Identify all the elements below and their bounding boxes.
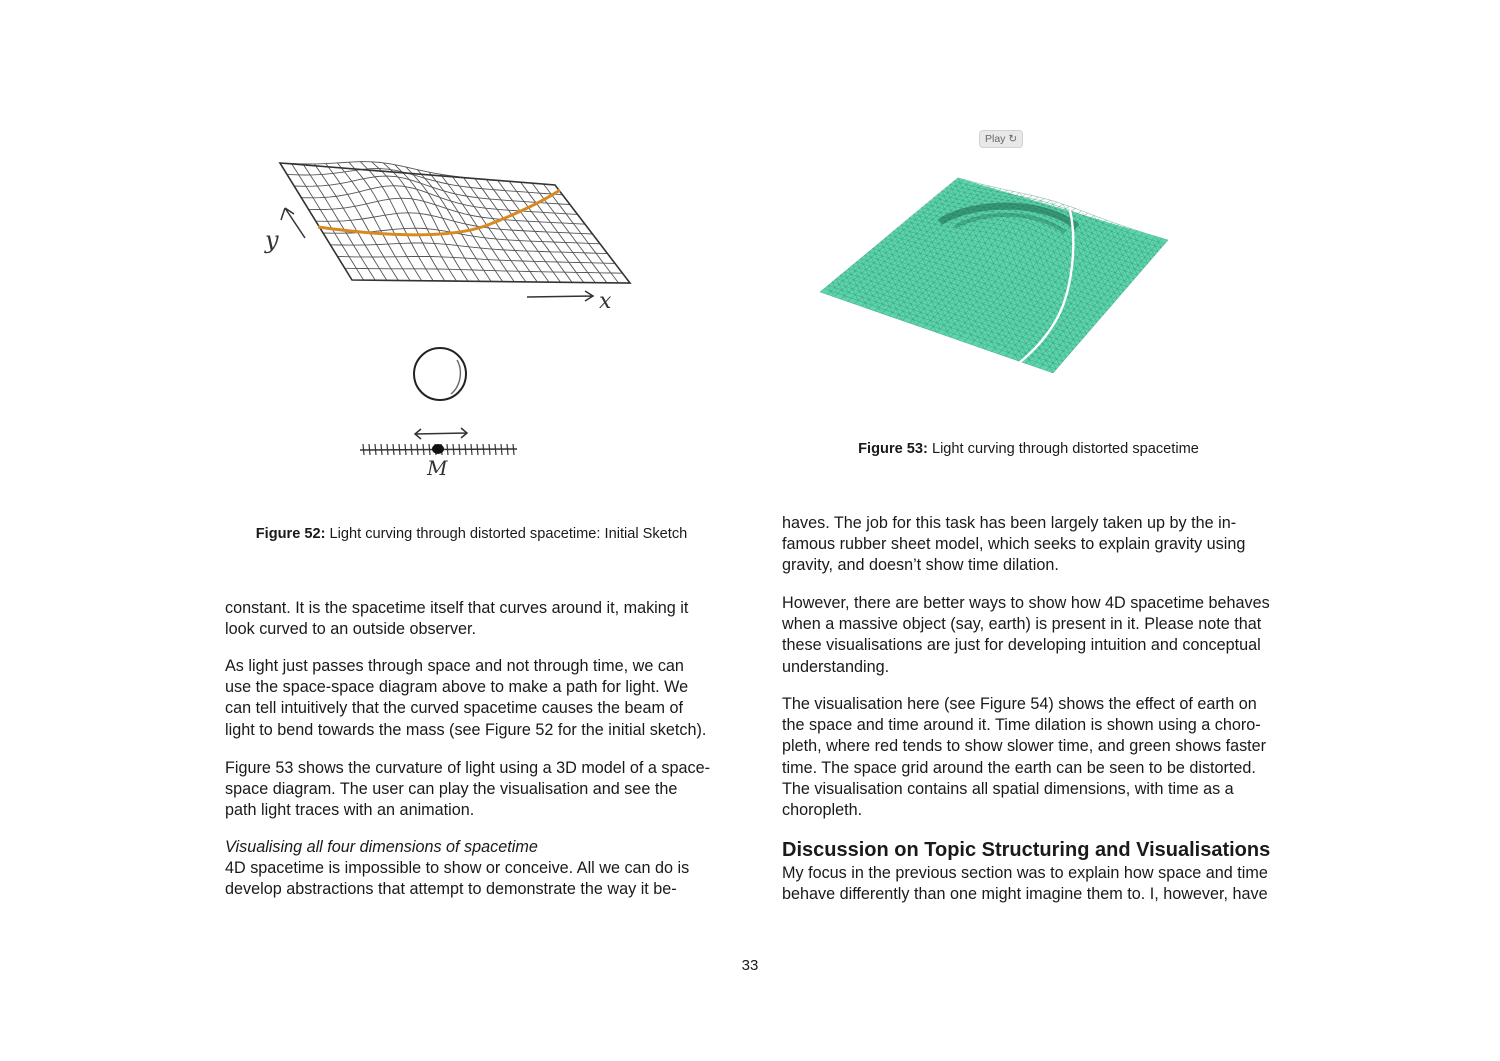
- section-heading: Discussion on Topic Structuring and Visualisations: [782, 839, 1271, 861]
- text-line: light to bend towards the mass (see Figure 52 for the initial sketch).: [225, 720, 707, 739]
- grid-line: [360, 162, 433, 281]
- text-line: haves. The job for this task has been largely taken up by the in-: [782, 514, 1237, 532]
- right-paragraph-2: [782, 593, 1282, 678]
- text-line: gravity, and doesn’t show time dilation.: [782, 556, 1059, 575]
- grid-line: [363, 444, 364, 455]
- text-line: space diagram. The user can play the visualisation and see the: [225, 780, 678, 799]
- right-paragraph-1: [782, 513, 1282, 577]
- figure-52-caption-text: Light curving through distorted spacetime: Initial Sketch: [329, 526, 688, 542]
- spacetime-grid-sketch: [280, 162, 630, 283]
- grid-line: [513, 444, 514, 455]
- grid-line: [429, 172, 503, 281]
- right-paragraph-3: [782, 694, 1282, 821]
- grid-line: [489, 444, 490, 455]
- text-line: 4D spacetime is impossible to show or conceive. All we can do is: [225, 859, 690, 878]
- grid-line: [411, 444, 412, 455]
- grid-line: [338, 257, 615, 264]
- grid-line: [471, 444, 472, 455]
- grid-line: [330, 243, 607, 254]
- subheading-visualising: Visualising all four dimensions of spacetime: [225, 838, 538, 856]
- grid-line: [452, 176, 526, 282]
- grid-line: [453, 444, 454, 455]
- grid-line: [477, 444, 478, 455]
- page-number: 33: [741, 957, 759, 974]
- figure-52-caption-label: Figure 52:: [255, 526, 326, 542]
- text-line: these visualisations are just for developing intuition and conceptual: [782, 636, 1261, 655]
- grid-line: [399, 444, 400, 455]
- y-axis-arrow: [281, 208, 305, 238]
- grid-line: [447, 444, 448, 455]
- sketch-double-arrow: [415, 428, 467, 439]
- text-line: The visualisation contains all spatial dimensions, with time as a: [782, 779, 1234, 798]
- grid-line: [393, 444, 394, 455]
- y-axis-label: y: [265, 226, 279, 254]
- x-axis-label: x: [599, 289, 612, 314]
- text-line: look curved to an outside observer.: [225, 620, 477, 639]
- figure-53-caption-label: Figure 53:: [858, 441, 928, 457]
- text-line: behave differently than one might imagine them to. I, however, have: [782, 885, 1268, 904]
- grid-line: [387, 444, 388, 455]
- figure-53-caption-text: Light curving through distorted spacetime: [931, 441, 1199, 457]
- grid-line: [405, 444, 406, 455]
- figure-53-caption: [782, 440, 1275, 458]
- grid-line: [326, 164, 399, 281]
- text-line: My focus in the previous section was to explain how space and time: [782, 864, 1268, 882]
- text-line: pleth, where red tends to show slower time, and green shows faster: [782, 737, 1267, 756]
- grid-line: [381, 444, 382, 455]
- grid-line: [483, 444, 484, 455]
- grid-line: [337, 163, 410, 281]
- ball-shading: [451, 360, 460, 394]
- text-line: As light just passes through space and not through time, we can: [225, 657, 684, 675]
- sketch-mass-ball: [414, 348, 466, 400]
- text-line: use the space-space diagram above to make a path for light. We: [225, 678, 689, 697]
- left-paragraph-1: [225, 598, 725, 640]
- grid-line: [459, 444, 460, 455]
- grid-line: [417, 444, 418, 455]
- text-line: choropleth.: [782, 801, 863, 820]
- grid-line: [495, 444, 496, 455]
- play-button[interactable]: Play ↻: [979, 130, 1023, 148]
- grid-line: [501, 444, 502, 455]
- mass-label: M: [427, 456, 448, 480]
- left-paragraph-2: [225, 656, 725, 741]
- text-line: The visualisation here (see Figure 54) shows the effect of earth on: [782, 695, 1257, 713]
- grid-line: [423, 444, 424, 455]
- mass-point: [432, 444, 444, 454]
- text-line: the space and time around it. Time dilation is shown using a choro-: [782, 716, 1261, 735]
- grid-line: [465, 444, 466, 455]
- right-paragraph-4: [782, 863, 1282, 905]
- text-line: However, there are better ways to show how 4D spacetime behaves: [782, 594, 1270, 612]
- text-line: when a massive object (say, earth) is present in it. Please note that: [782, 615, 1262, 634]
- text-line: understanding.: [782, 657, 890, 676]
- grid-line: [418, 170, 492, 282]
- grid-line: [507, 444, 508, 455]
- left-paragraph-4: [225, 837, 725, 901]
- text-line: time. The space grid around the earth can be seen to be distorted.: [782, 758, 1256, 777]
- grid-line: [375, 444, 376, 455]
- text-line: develop abstractions that attempt to demonstrate the way it be-: [225, 880, 677, 899]
- figure-53-3d-surface: [815, 172, 1175, 378]
- text-line: famous rubber sheet model, which seeks to explain gravity using: [782, 535, 1246, 554]
- grid-line: [369, 444, 370, 455]
- text-line: Figure 53 shows the curvature of light using a 3D model of a space-: [225, 759, 710, 777]
- grid-line: [429, 444, 430, 455]
- figure-52-caption: [225, 525, 718, 543]
- text-line: path light traces with an animation.: [225, 801, 475, 820]
- x-axis-arrow: [527, 291, 593, 301]
- text-line: constant. It is the spacetime itself that curves around it, making it: [225, 599, 689, 617]
- figure-52-sketch: [255, 150, 655, 485]
- text-line: can tell intuitively that the curved spacetime causes the beam of: [225, 699, 683, 718]
- left-paragraph-3: [225, 758, 725, 822]
